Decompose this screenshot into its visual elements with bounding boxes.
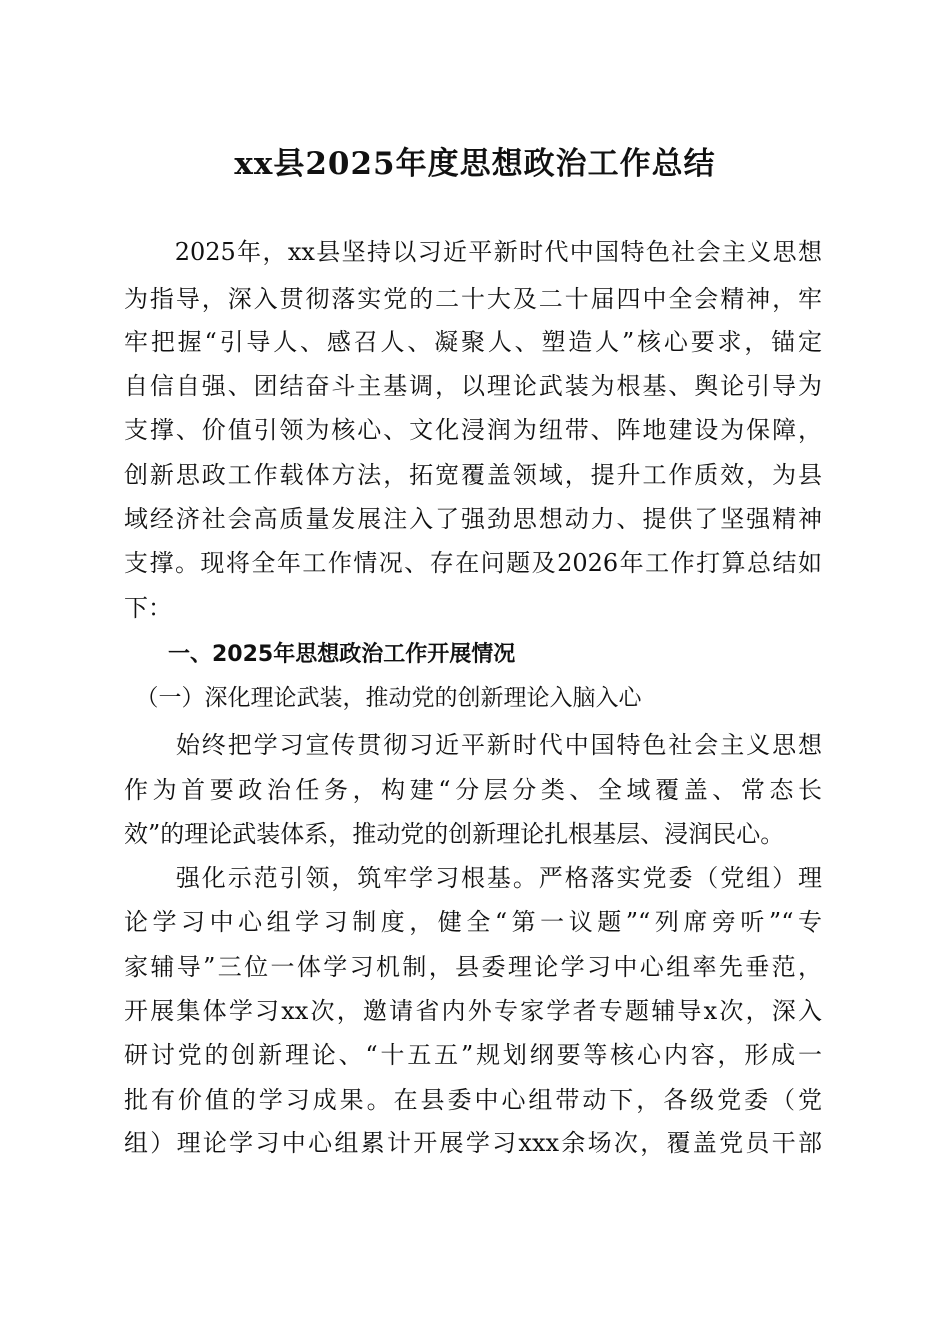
intro-line: 支撑、价值引领为核心、文化浸润为纽带、阵地建设为保障， [124, 416, 822, 444]
intro-line: 创新思政工作载体方法，拓宽覆盖领域，提升工作质效，为县 [124, 461, 822, 489]
intro-line: 域经济社会高质量发展注入了强劲思想动力、提供了坚强精神 [124, 505, 822, 533]
intro-line: 牢把握“引导人、感召人、凝聚人、塑造人”核心要求，锚定 [124, 328, 822, 356]
paragraph-line: 组）理论学习中心组累计开展学习xxx余场次，覆盖党员干部 [124, 1129, 822, 1157]
intro-line: 自信自强、团结奋斗主基调，以理论武装为根基、舆论引导为 [124, 372, 822, 400]
paragraph-line: 作为首要政治任务，构建“分层分类、全域覆盖、常态长 [124, 776, 822, 804]
paragraph-line: 开展集体学习xx次，邀请省内外专家学者专题辅导x次，深入 [124, 997, 822, 1025]
paragraph-line: 研讨党的创新理论、“十五五”规划纲要等核心内容，形成一 [124, 1041, 822, 1069]
document-title: xx县2025年度思想政治工作总结 [234, 146, 716, 182]
paragraph-line: 批有价值的学习成果。在县委中心组带动下，各级党委（党 [124, 1086, 822, 1114]
paragraph-line: 效”的理论武装体系，推动党的创新理论扎根基层、浸润民心。 [124, 820, 785, 848]
section-heading: 一、2025年思想政治工作开展情况 [124, 642, 516, 667]
intro-line: 2025年，xx县坚持以习近平新时代中国特色社会主义思想 [124, 238, 822, 266]
intro-line: 下： [124, 594, 172, 622]
paragraph-line: 论学习中心组学习制度，健全“第一议题”“列席旁听”“专 [124, 908, 822, 936]
intro-line: 为指导，深入贯彻落实党的二十大及二十届四中全会精神，牢 [124, 285, 822, 313]
paragraph-line: 强化示范引领，筑牢学习根基。严格落实党委（党组）理 [124, 864, 822, 892]
paragraph-line: 家辅导”三位一体学习机制，县委理论学习中心组率先垂范， [124, 953, 822, 981]
intro-line: 支撑。现将全年工作情况、存在问题及2026年工作打算总结如 [124, 549, 822, 577]
paragraph-line: 始终把学习宣传贯彻习近平新时代中国特色社会主义思想 [124, 731, 822, 759]
subsection-heading: （一）深化理论武装，推动党的创新理论入脑入心 [124, 685, 642, 711]
